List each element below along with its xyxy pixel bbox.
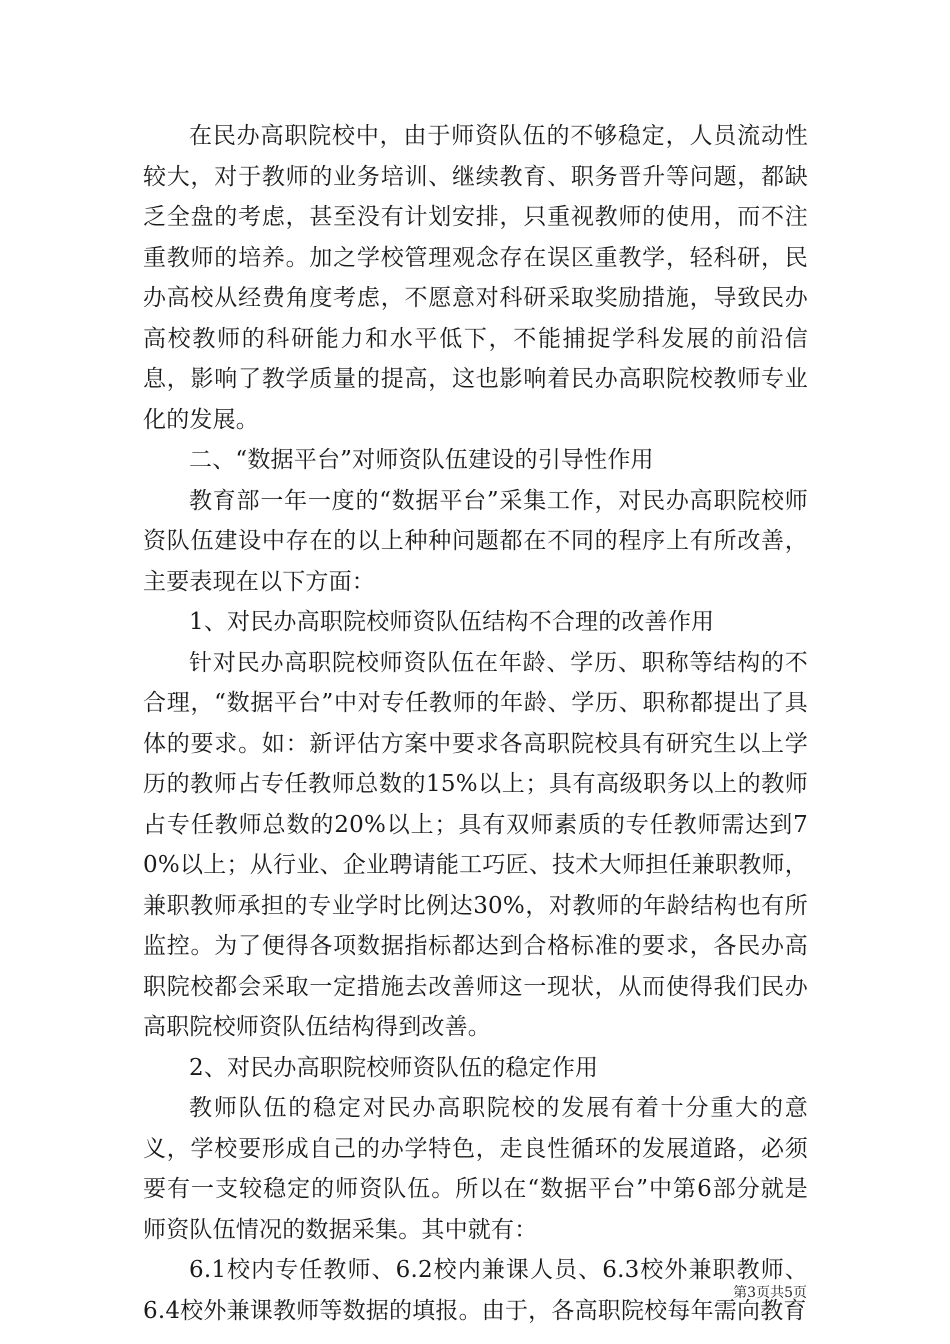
subheading-structure-improvement: 1、对民办高职院校师资队伍结构不合理的改善作用 — [189, 609, 715, 635]
paragraph-data-platform-intro: 教育部一年一度的“数据平台”采集工作，对民办高职院校师资队伍建设中存在的以上种种问题都在不同的程序上有所改善，主要表现在以下方面： — [143, 487, 808, 595]
paragraph-data-items: 6.1校内专任教师、6.2校内兼课人员、6.3校外兼职教师、6.4校外兼课教师等数据的填报。由于，各高职院校每年需向教育 — [143, 1257, 808, 1324]
paragraph-faculty-instability: 在民办高职院校中，由于师资队伍的不够稳定，人员流动性较大，对于教师的业务培训、继续教育、职务晋升等问题，都缺乏全盘的考虑，甚至没有计划安排，只重视教师的使用，而不注重教师的培养。加之学校管理观念存在误区重教学，轻科研，民办高校从经费角度考虑，不愿意对科研采取奖励措施，导致民办高校教师的科研能力和水平低下，不能捕捉学科发展的前沿信息，影响了教学质量的提高，这也影响着民办高职院校教师专业化的发展。 — [143, 123, 808, 433]
paragraph-stability-significance: 教师队伍的稳定对民办高职院校的发展有着十分重大的意义，学校要形成自己的办学特色，走良性循环的发展道路，必须要有一支较稳定的师资队伍。所以在“数据平台”中第6部分就是师资队伍情况的数据采集。其中就有： — [143, 1095, 808, 1243]
document-body — [143, 116, 808, 1331]
paragraph-structure-requirements: 针对民办高职院校师资队伍在年龄、学历、职称等结构的不合理，“数据平台”中对专任教师的年龄、学历、职称都提出了具体的要求。如：新评估方案中要求各高职院校具有研究生以上学历的教师占专任教师总数的15%以上；具有高级职务以上的教师占专任教师总数的20%以上；具有双师素质的专任教师需达到70%以上；从行业、企业聘请能工巧匠、技术大师担任兼职教师，兼职教师承担的专业学时比例达30%，对教师的年龄结构也有所监控。为了便得各项数据指标都达到合格标准的要求，各民办高职院校都会采取一定措施去改善师这一现状，从而使得我们民办高职院校师资队伍结构得到改善。 — [143, 649, 808, 1040]
page-number-footer: 第3页共5页 — [733, 1285, 807, 1301]
section-heading-data-platform-guidance: 二、“数据平台”对师资队伍建设的引导性作用 — [189, 447, 654, 473]
subheading-stability-effect: 2、对民办高职院校师资队伍的稳定作用 — [189, 1054, 599, 1081]
